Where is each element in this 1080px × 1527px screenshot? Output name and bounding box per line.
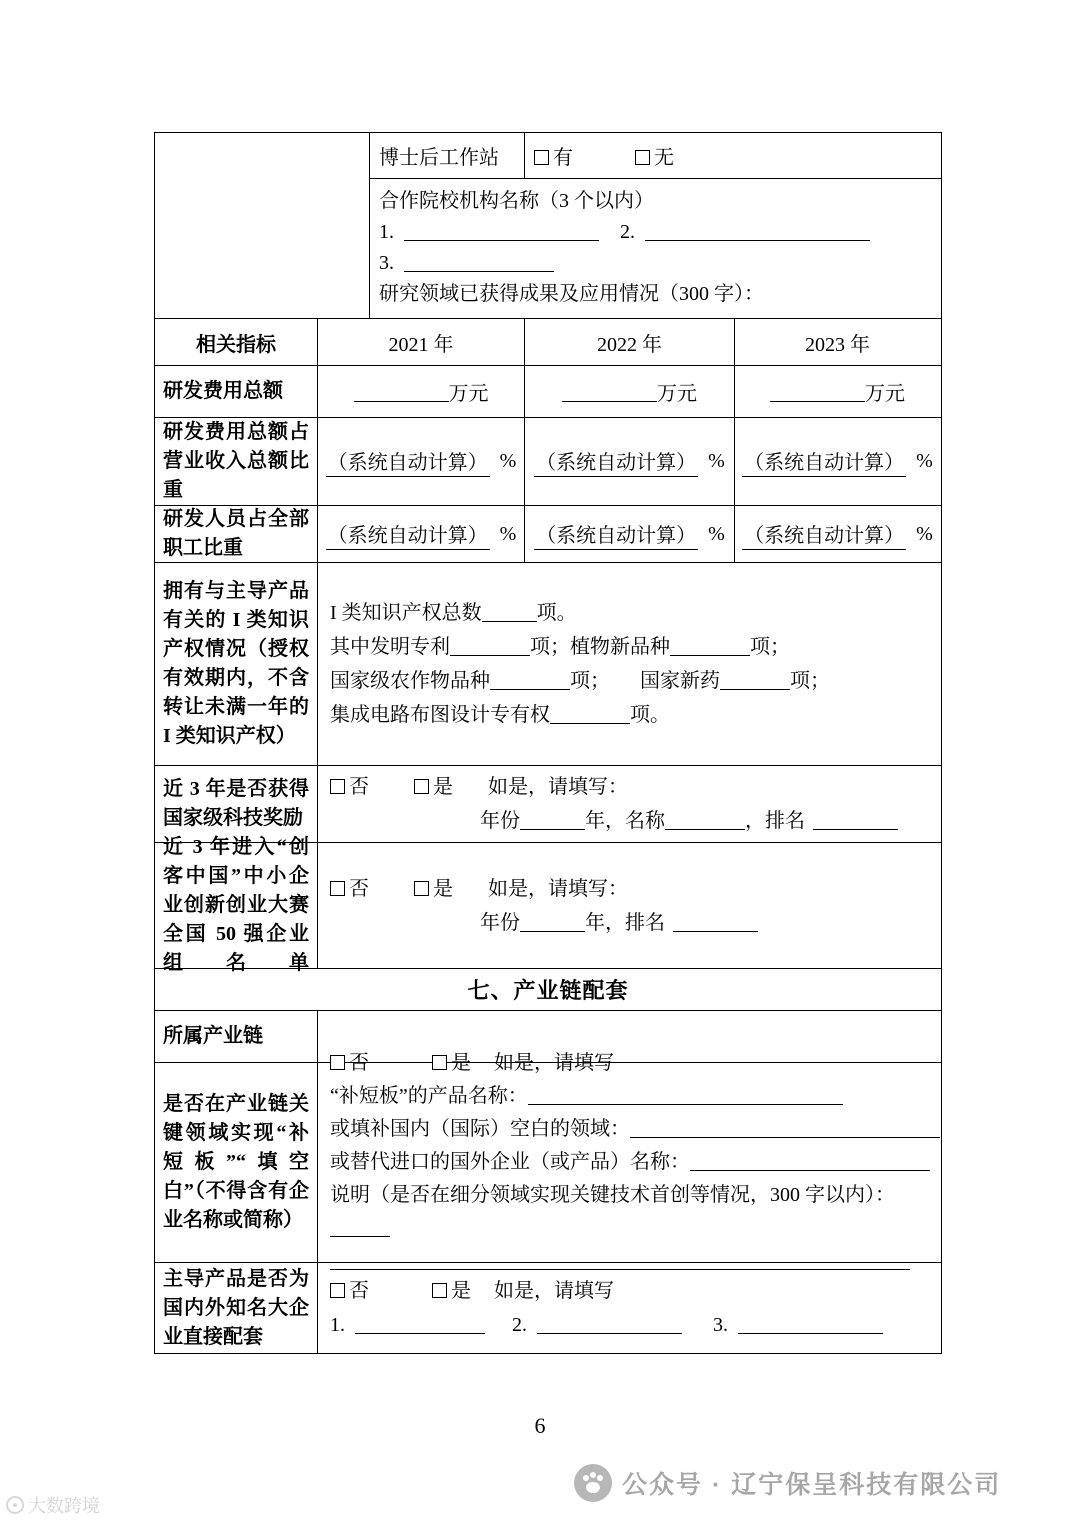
main-product-checkbox-line (330, 1274, 941, 1308)
rd-expense-total-label: 研发费用总额 (155, 366, 318, 417)
ip-line-3: 国家级农作物品种 项； 国家新药 项； (330, 670, 830, 692)
page-number: 6 (534, 1413, 546, 1438)
number-3: 3. (379, 252, 394, 274)
checkbox-yes-label: 有 (553, 147, 573, 169)
blank-award-rank[interactable] (813, 810, 898, 830)
auto-calc-text: （系统自动计算） (534, 519, 698, 550)
rd-ratio-2023-cell (735, 418, 940, 505)
auto-calc-text: （系统自动计算） (742, 519, 906, 550)
checkbox-maker-no[interactable]: 否 (330, 878, 369, 900)
percent-sign: % (499, 450, 517, 472)
ip-row (155, 563, 941, 766)
checkbox-no-label: 无 (654, 147, 674, 169)
industry-chain-label: 所属产业链 (155, 1011, 318, 1062)
blank-main-product-2[interactable] (537, 1314, 682, 1334)
wechat-account-text: 公众号 · 辽宁保呈科技有限公司 (622, 1471, 1002, 1499)
header-year-2023: 2023 年 (805, 333, 870, 356)
rd-staff-2021-cell (318, 506, 525, 562)
header-year-2021: 2021 年 (318, 319, 525, 365)
unit-wanyuan: 万元 (448, 383, 489, 405)
percent-sign: % (916, 450, 933, 472)
blank-ip-patent[interactable] (450, 636, 530, 656)
blank-rd-total-2023[interactable] (770, 382, 865, 402)
checkbox-icon (330, 881, 345, 896)
rd-staff-2022-cell (525, 506, 735, 562)
checkbox-maker-yes[interactable]: 是 (414, 878, 453, 900)
checkbox-postdoc-yes[interactable] (534, 141, 573, 170)
blank-maker-year[interactable] (520, 912, 585, 932)
auto-calc-text: （系统自动计算） (742, 446, 906, 477)
postdoc-options (525, 133, 941, 178)
header-indicator: 相关指标 (155, 319, 318, 365)
cooperation-line-1 (379, 217, 941, 248)
postdoc-cooperation-section (155, 133, 941, 319)
maker-fill-line: 年份 年，排名 (330, 906, 941, 940)
postdoc-right-area (370, 133, 941, 318)
research-achievements-label: 研究领域已获得成果及应用情况（300 字）： (379, 283, 764, 305)
blank-rd-total-2021[interactable] (354, 382, 449, 402)
rd-expense-ratio-label: 研发费用总额占营业收入总额比重 (155, 418, 318, 505)
number-2: 2. (620, 221, 635, 243)
award-if-yes-text: 如是，请填写： (488, 776, 628, 798)
cooperation-line-2 (379, 248, 941, 279)
award-fill-line: 年份 年，名称 ，排名 (330, 804, 941, 838)
site-watermark (6, 1492, 100, 1518)
maker-china-label: 近 3 年进入“创客中国”中小企业创新创业大赛全国 50 强企业组名单 (155, 843, 318, 968)
checkbox-main-product-no[interactable]: 否 (330, 1280, 369, 1302)
shortboard-import-sub-line: 或替代进口的国外企业（或产品）名称： (330, 1146, 941, 1179)
application-form-table (154, 132, 942, 1354)
shortboard-product-line: “补短板”的产品名称： (330, 1080, 941, 1113)
blank-award-name[interactable] (665, 810, 745, 830)
checkbox-shortboard-yes[interactable]: 是 (432, 1052, 471, 1074)
national-award-content (318, 766, 941, 842)
checkbox-icon (330, 779, 345, 794)
percent-sign: % (708, 522, 725, 545)
main-product-fill-line: 1. 2. 3. (330, 1308, 941, 1342)
watermark-text: 大数跨境 (28, 1496, 100, 1516)
main-product-label: 主导产品是否为国内外知名大企业直接配套 (155, 1263, 318, 1353)
blank-ip-total[interactable] (482, 602, 537, 622)
shortboard-row (155, 1052, 941, 1263)
checkbox-icon (414, 881, 429, 896)
indicators-header-row (155, 319, 941, 366)
ip-line-4: 集成电路布图设计专有权 项。 (330, 704, 670, 726)
maker-china-content (318, 843, 941, 968)
section-7-title: 七、产业链配套 (467, 978, 629, 1003)
checkbox-icon (414, 779, 429, 794)
checkbox-icon (432, 1283, 447, 1298)
percent-sign: % (916, 522, 933, 545)
wechat-account-logo (574, 1464, 612, 1502)
postdoc-station-text: 博士后工作站 (379, 147, 499, 169)
section-7-header-row (155, 969, 941, 1011)
rd-expense-total-row (155, 366, 941, 418)
blank-main-product-3[interactable] (738, 1314, 883, 1334)
shortboard-checkbox-line (330, 1047, 941, 1080)
national-award-label: 近 3 年是否获得国家级科技奖励 (155, 766, 318, 842)
checkbox-main-product-yes[interactable]: 是 (432, 1280, 471, 1302)
rd-staff-ratio-row (155, 506, 941, 563)
blank-note-start[interactable] (330, 1217, 390, 1237)
ip-line-2: 其中发明专利 项；植物新品种 项； (330, 636, 790, 658)
blank-ip-plant[interactable] (670, 636, 750, 656)
shortboard-note-line: 说明（是否在细分领域实现关键技术首创等情况，300 字以内）： (330, 1179, 941, 1245)
checkbox-award-yes[interactable]: 是 (414, 776, 453, 798)
rd-ratio-2021-cell (318, 418, 525, 505)
empty-merged-cell (155, 133, 370, 318)
rd-total-2021-cell (318, 366, 525, 417)
shortboard-content (318, 1052, 941, 1262)
checkbox-icon (534, 150, 549, 165)
rd-ratio-2022-cell (525, 418, 735, 505)
checkbox-award-no[interactable]: 否 (330, 776, 369, 798)
unit-wanyuan: 万元 (657, 383, 697, 405)
checkbox-icon (635, 150, 650, 165)
percent-sign: % (708, 450, 725, 472)
header-year-2022: 2022 年 (525, 319, 735, 365)
ip-line-1: I 类知识产权总数 项。 (330, 602, 577, 624)
auto-calc-text: （系统自动计算） (326, 446, 490, 477)
auto-calc-text: （系统自动计算） (534, 446, 698, 477)
blank-cooperation-1[interactable] (404, 221, 599, 241)
ip-content (318, 563, 941, 765)
shortboard-if-yes-text: 如是，请填写 (494, 1052, 614, 1074)
maker-checkbox-line (330, 872, 941, 906)
main-product-row (155, 1263, 941, 1353)
cooperation-area (370, 179, 941, 318)
blank-gap-field[interactable] (630, 1118, 940, 1138)
unit-wanyuan: 万元 (865, 383, 905, 405)
number-1: 1. (379, 221, 394, 243)
checkbox-postdoc-no[interactable] (635, 141, 674, 170)
blank-main-product-1[interactable] (355, 1314, 485, 1334)
maker-if-yes-text: 如是，请填写： (488, 877, 628, 900)
watermark-logo-icon (6, 1496, 24, 1514)
rd-staff-2023-cell (735, 506, 940, 562)
postdoc-station-label (370, 133, 525, 178)
blank-shortboard-product[interactable] (528, 1085, 843, 1105)
blank-rd-total-2022[interactable] (562, 382, 657, 402)
blank-ip-drug[interactable] (720, 670, 790, 690)
checkbox-icon (330, 1055, 345, 1070)
national-award-row (155, 766, 941, 843)
blank-maker-rank[interactable] (673, 912, 758, 932)
main-product-content (318, 1263, 941, 1353)
shortboard-label: 是否在产业链关键领域实现“补短板”“填空白”（不得含有企业名称或简称） (155, 1063, 318, 1262)
blank-ip-crop[interactable] (490, 670, 570, 690)
maker-china-row (155, 836, 941, 974)
checkbox-icon (330, 1283, 345, 1298)
rd-total-2022-cell (525, 366, 735, 417)
postdoc-row (370, 133, 941, 179)
blank-cooperation-3[interactable] (404, 252, 554, 272)
blank-award-year[interactable] (520, 810, 585, 830)
rd-expense-ratio-row (155, 418, 941, 506)
award-checkbox-line (330, 770, 941, 804)
blank-ip-layout[interactable] (550, 704, 630, 724)
blank-import-substitute[interactable] (690, 1151, 930, 1171)
checkbox-icon (432, 1055, 447, 1070)
footer-brand (574, 1464, 1001, 1502)
blank-cooperation-2[interactable] (645, 221, 870, 241)
percent-sign: % (499, 522, 517, 545)
checkbox-shortboard-no[interactable]: 否 (330, 1052, 369, 1074)
rd-staff-ratio-label: 研发人员占全部职工比重 (155, 506, 318, 562)
rd-total-2023-cell (735, 366, 940, 417)
shortboard-gap-field-line: 或填补国内（国际）空白的领域： (330, 1113, 941, 1146)
auto-calc-text: （系统自动计算） (326, 519, 490, 550)
main-product-if-yes-text: 如是，请填写 (494, 1280, 614, 1302)
ip-label: 拥有与主导产品有关的 I 类知识产权情况（授权有效期内，不含转让未满一年的 I 类知识产权） (155, 563, 318, 765)
cooperation-title: 合作院校机构名称（3 个以内） (379, 190, 654, 212)
